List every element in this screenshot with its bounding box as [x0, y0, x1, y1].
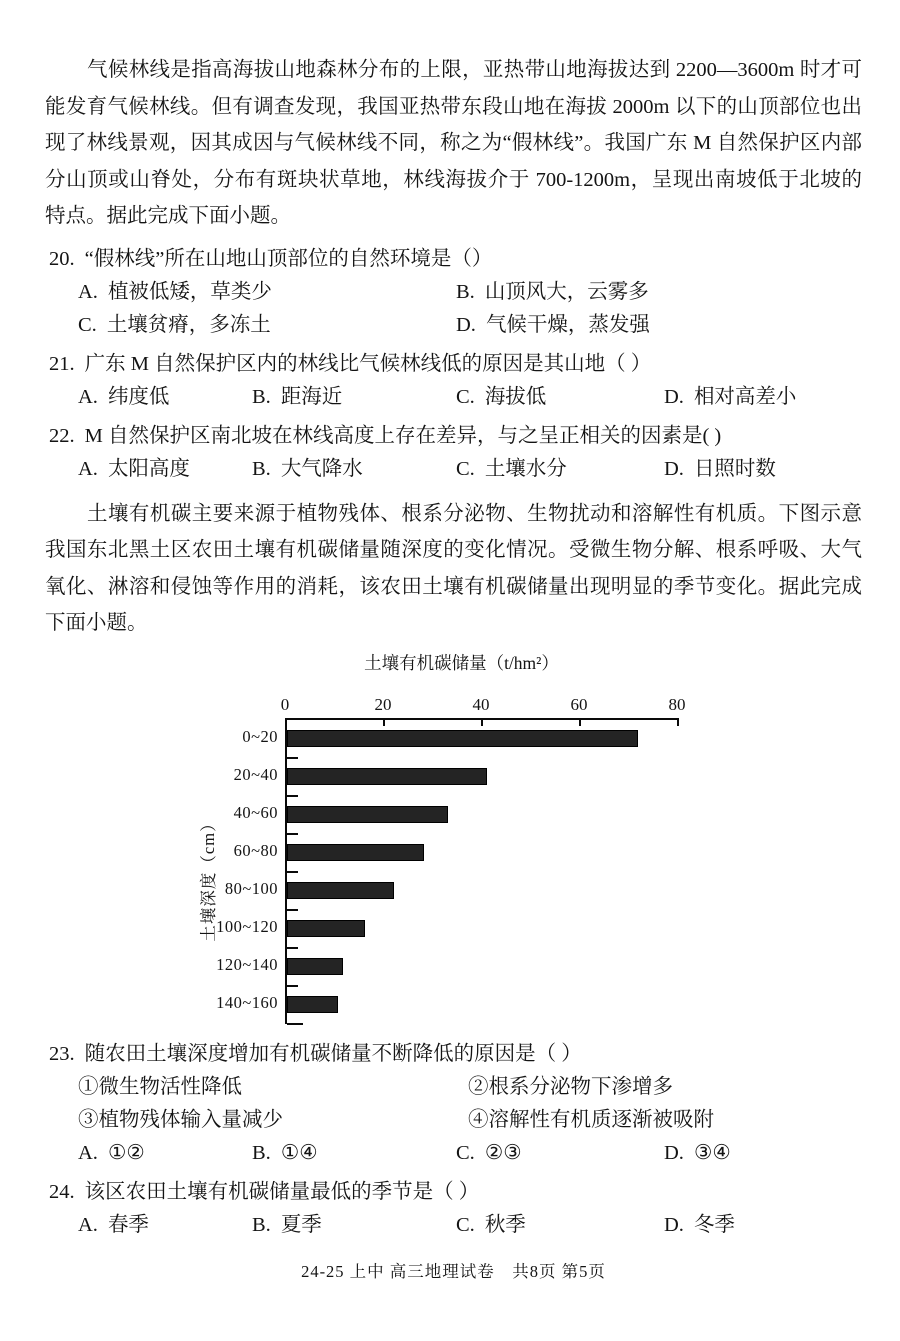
question-21: [45, 348, 862, 414]
option-b: B. 距海近: [252, 385, 343, 408]
question-23-options-row: [45, 1137, 862, 1170]
option-a: A. 太阳高度: [78, 457, 190, 480]
chart-plot-rows: [285, 720, 677, 1024]
question-number: 20.: [49, 247, 75, 270]
chart-row: [287, 986, 677, 1024]
question-20-options-row-2: [45, 309, 862, 342]
option-c: C. ②③: [456, 1141, 522, 1164]
option-c: C. 土壤水分: [456, 457, 567, 480]
question-21-stem: [45, 348, 862, 381]
question-20: [45, 243, 862, 342]
question-number: 23.: [49, 1042, 75, 1065]
option-d: D. 气候干燥，蒸发强: [456, 313, 650, 336]
question-23: [45, 1038, 862, 1170]
option-a: A. 春季: [78, 1213, 149, 1236]
chart-row: [287, 720, 677, 758]
bar-0~20: [287, 730, 638, 747]
question-23-subitems-row-1: [45, 1071, 862, 1104]
soil-carbon-chart: [165, 652, 686, 1024]
option-b: B. 夏季: [252, 1213, 322, 1236]
question-22-stem: [45, 420, 862, 453]
x-tick-label: 60: [570, 694, 588, 714]
x-tick-label: 20: [374, 694, 392, 714]
question-number: 21.: [49, 352, 75, 375]
question-23-subitems-row-2: [45, 1104, 862, 1137]
category-label: 120~140: [216, 954, 278, 974]
x-tick-label: 40: [472, 694, 490, 714]
question-24: [45, 1176, 862, 1242]
chart-row: [287, 948, 677, 986]
question-text: “假林线”所在山地山顶部位的自然环境是（）: [84, 247, 493, 270]
option-b: B. ①④: [252, 1141, 318, 1164]
bar-100~120: [287, 920, 365, 937]
chart-title: 土壤有机碳储量（t/hm²）: [364, 652, 559, 673]
category-label: 100~120: [216, 916, 278, 936]
question-24-stem: [45, 1176, 862, 1209]
passage-1: 气候林线是指高海拔山地森林分布的上限，亚热带山地海拔达到 2200—3600m 时才可能发育气候林线。但有调查发现，我国亚热带东段山地在海拔 2000m 以下的山顶部位也出现了林线景观，因其成因与气候林线不同，称之为“假林线”。我国广东 M 自然保护区内部分山顶或山脊处，分布有斑块状草地，林线海拔介于 700-1200m，呈现出南坡低于北坡的特点。据此完成下面小题。: [45, 59, 862, 227]
option-b: B. 山顶风大，云雾多: [456, 280, 649, 303]
question-text: 广东 M 自然保护区内的林线比气候林线低的原因是其山地（ ）: [84, 352, 652, 375]
option-d: D. ③④: [664, 1141, 731, 1164]
option-c: C. 土壤贫瘠，多冻土: [78, 313, 271, 336]
option-a: A. 纬度低: [78, 385, 170, 408]
subitem-2: ②根系分泌物下渗增多: [468, 1075, 673, 1098]
bar-20~40: [287, 768, 487, 785]
question-text: 该区农田土壤有机碳储量最低的季节是（ ）: [84, 1180, 480, 1203]
x-tick-label: 80: [668, 694, 686, 714]
chart-x-axis: [280, 692, 686, 720]
category-label: 80~100: [224, 878, 278, 898]
chart-row: [287, 796, 677, 834]
question-24-options-row: [45, 1209, 862, 1242]
category-label: 20~40: [233, 764, 278, 784]
option-a: A. ①②: [78, 1141, 145, 1164]
chart-category-labels: [165, 692, 285, 1024]
question-text: M 自然保护区南北坡在林线高度上存在差异，与之呈正相关的因素是( ): [84, 424, 722, 447]
category-label: 40~60: [233, 802, 278, 822]
question-number: 24.: [49, 1180, 75, 1203]
y-axis-tick: [287, 1023, 303, 1025]
question-20-stem: [45, 243, 862, 276]
chart-row: [287, 910, 677, 948]
chart-row: [287, 758, 677, 796]
chart-plot-area: [165, 692, 686, 1024]
question-20-options-row-1: [45, 276, 862, 309]
subitem-3: ③植物残体输入量减少: [78, 1108, 283, 1131]
bar-40~60: [287, 806, 448, 823]
bar-140~160: [287, 996, 338, 1013]
bar-80~100: [287, 882, 394, 899]
bar-120~140: [287, 958, 343, 975]
question-number: 22.: [49, 424, 75, 447]
question-22: [45, 420, 862, 486]
passage-2: 土壤有机碳主要来源于植物残体、根系分泌物、生物扰动和溶解性有机质。下图示意我国东北黑土区农田土壤有机碳储量随深度的变化情况。受微生物分解、根系呼吸、大气氧化、淋溶和侵蚀等作用的消耗，该农田土壤有机碳储量出现明显的季节变化。据此完成下面小题。: [45, 502, 862, 634]
chart-y-axis-label: 土壤深度（cm）: [199, 813, 218, 942]
subitem-1: ①微生物活性降低: [78, 1075, 242, 1098]
bar-60~80: [287, 844, 424, 861]
question-21-options-row: [45, 381, 862, 414]
x-tick-label: 0: [280, 694, 290, 714]
page-footer: 24-25 上中 高三地理试卷 共8页 第5页: [301, 1261, 606, 1281]
question-22-options-row: [45, 453, 862, 486]
chart-row: [287, 834, 677, 872]
chart-row: [287, 872, 677, 910]
category-label: 0~20: [242, 726, 278, 746]
option-d: D. 冬季: [664, 1213, 735, 1236]
option-c: C. 海拔低: [456, 385, 547, 408]
question-text: 随农田土壤深度增加有机碳储量不断降低的原因是（ ）: [84, 1042, 582, 1065]
chart-plot-column: [280, 692, 686, 1024]
option-a: A. 植被低矮，草类少: [78, 280, 272, 303]
category-label: 140~160: [216, 992, 278, 1012]
option-c: C. 秋季: [456, 1213, 526, 1236]
option-d: D. 相对高差小: [664, 385, 797, 408]
option-d: D. 日照时数: [664, 457, 776, 480]
question-23-stem: [45, 1038, 862, 1071]
category-label: 60~80: [233, 840, 278, 860]
subitem-4: ④溶解性有机质逐渐被吸附: [468, 1108, 714, 1131]
option-b: B. 大气降水: [252, 457, 363, 480]
x-tick-mark: [677, 718, 679, 726]
